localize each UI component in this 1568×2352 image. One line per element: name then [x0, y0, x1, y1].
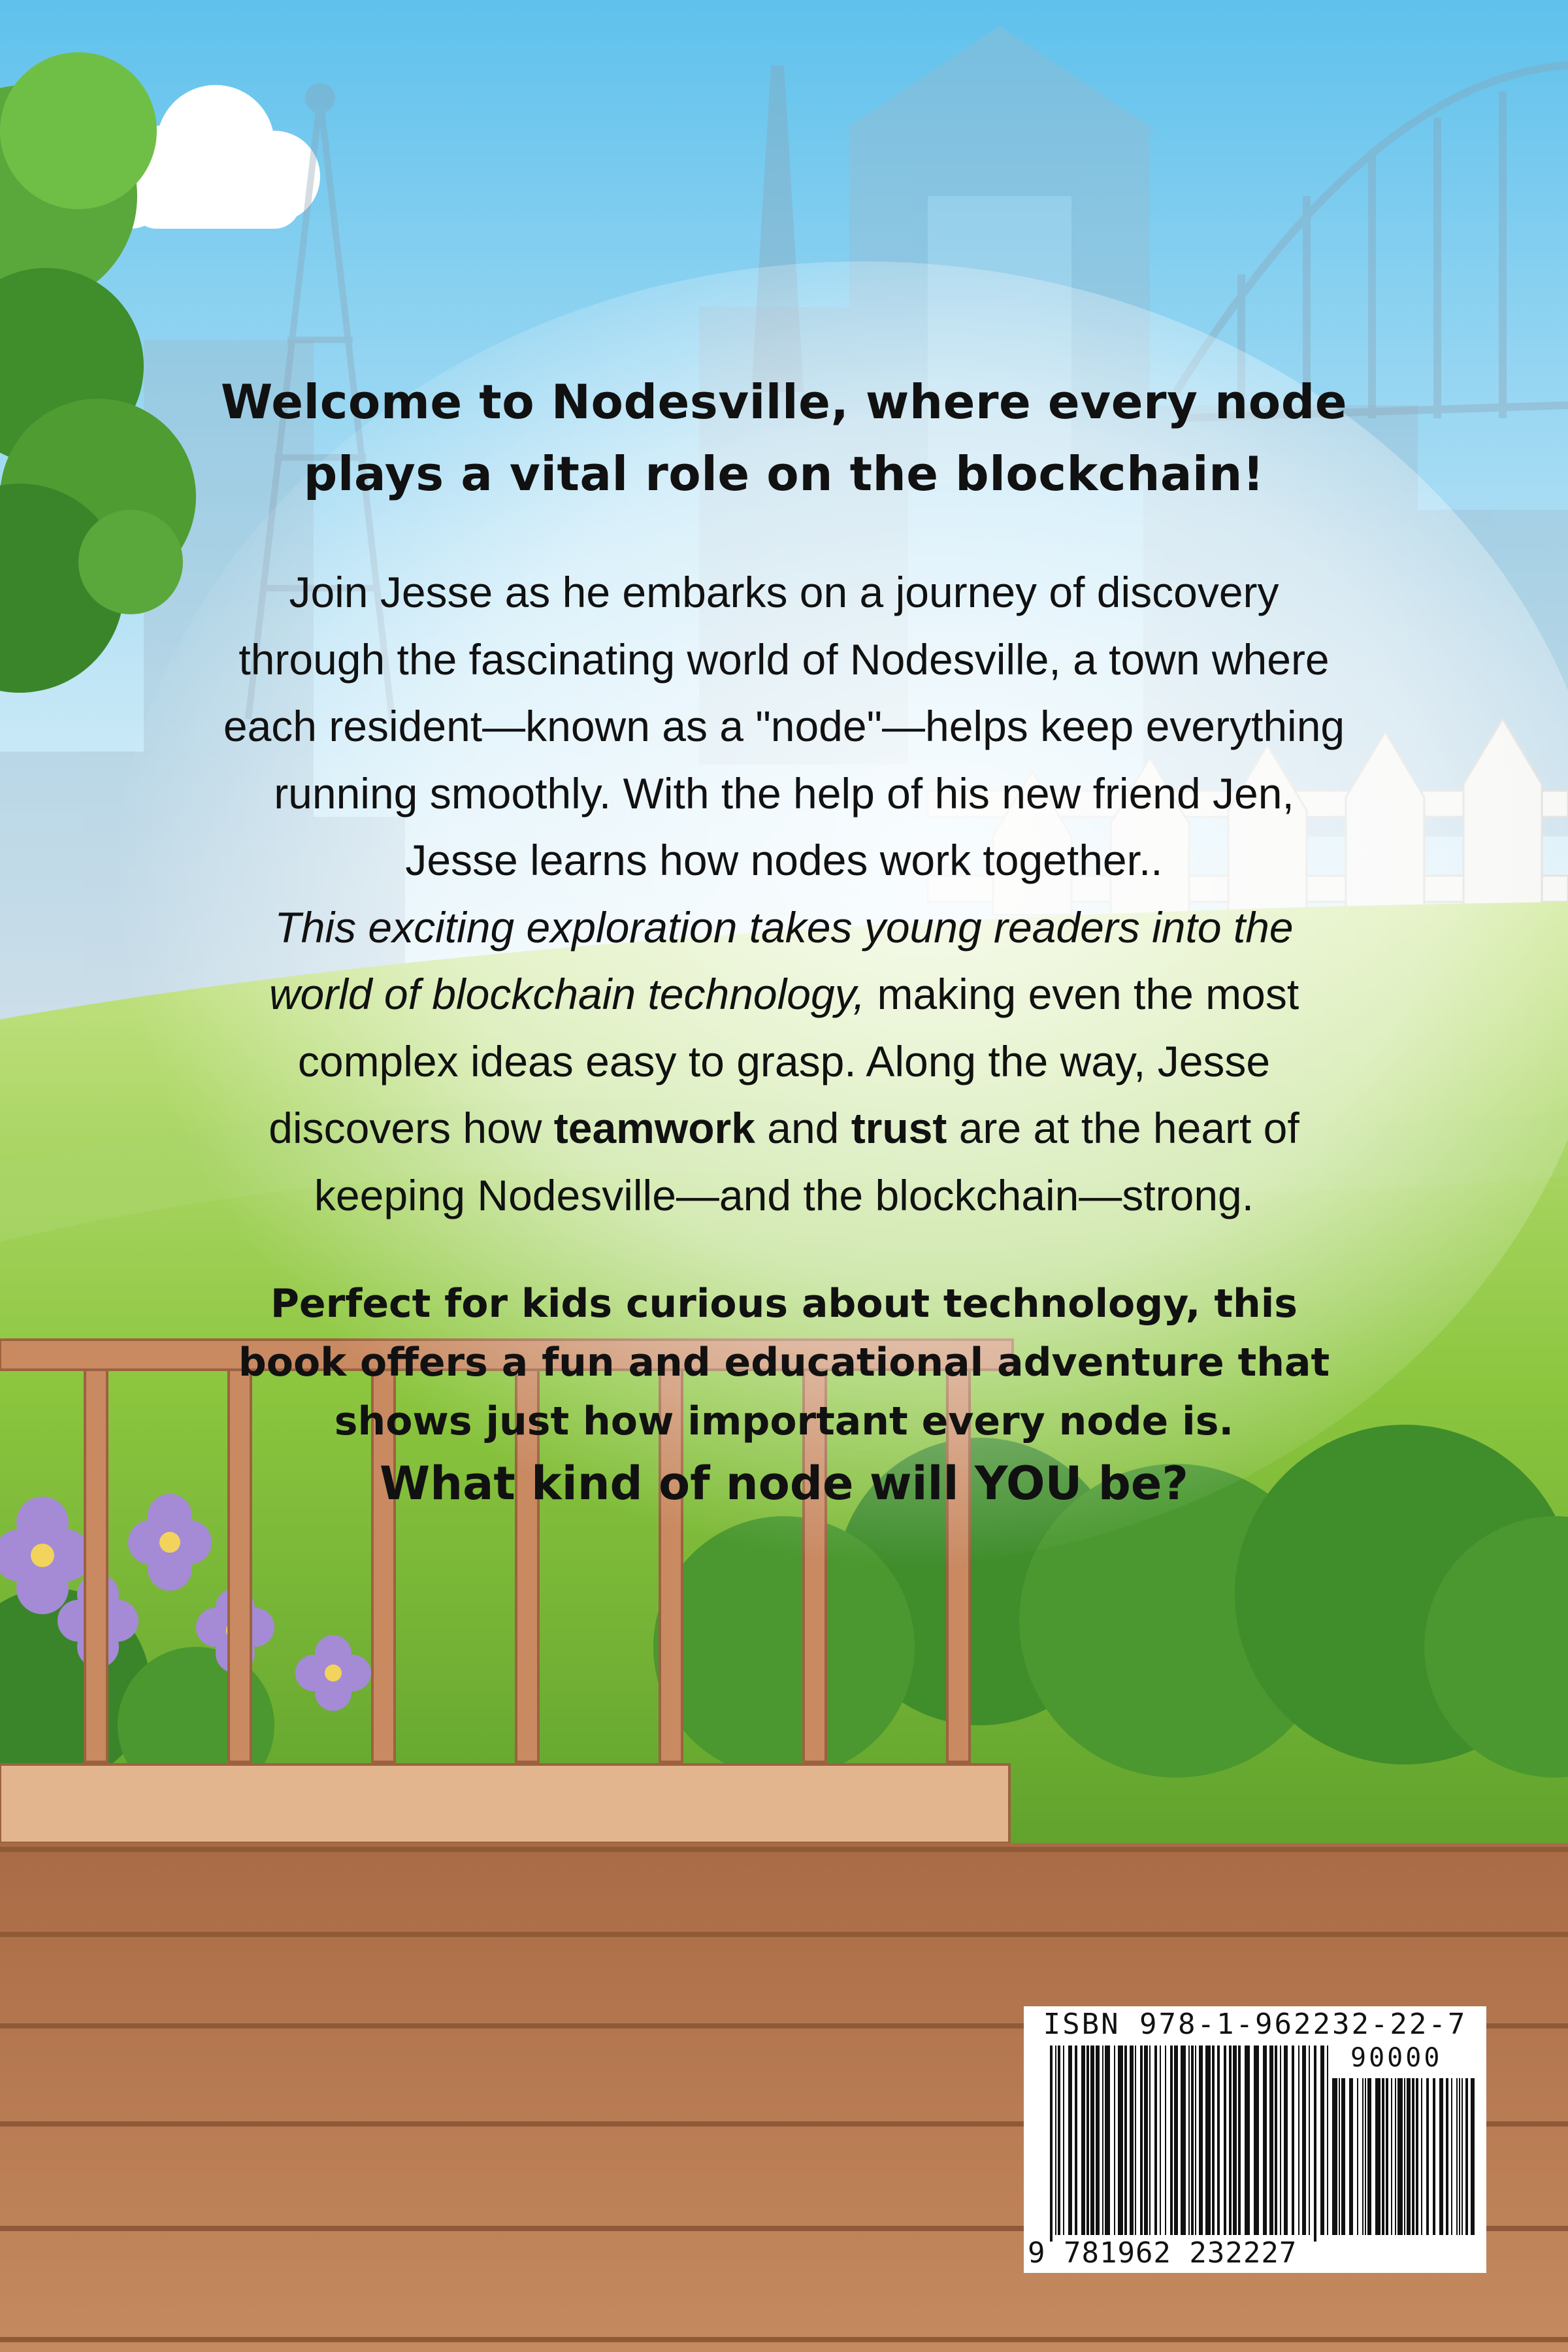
blurb-text: and: [755, 1104, 851, 1152]
barcode-bar: [1160, 2046, 1161, 2235]
barcode-bar: [1471, 2078, 1475, 2235]
barcode-bar: [1217, 2046, 1220, 2235]
barcode-bar: [1302, 2046, 1306, 2235]
barcode-bar: [1395, 2078, 1396, 2235]
blurb-line: [0, 961, 1568, 1028]
barcode-bar: [1191, 2046, 1194, 2235]
tagline: [0, 366, 1568, 510]
barcode-bar: [1102, 2046, 1103, 2235]
barcode-bar: [1365, 2078, 1366, 2235]
barcode-bar: [1195, 2046, 1196, 2235]
blurb-text: are at the heart of: [947, 1104, 1299, 1152]
barcode-bar: [1320, 2046, 1324, 2235]
barcode-bar: [1433, 2078, 1435, 2235]
barcode-bar: [1332, 2078, 1337, 2235]
barcode-bar: [1224, 2046, 1226, 2235]
closing-line: Perfect for kids curious about technology, this: [270, 1281, 1298, 1327]
barcode-bar: [1149, 2046, 1151, 2235]
barcode-bar: [1229, 2046, 1232, 2235]
barcode-bar: [1284, 2046, 1288, 2235]
barcode-bar: [1349, 2078, 1353, 2235]
ean-digits: 9 781962 232227: [1028, 2236, 1298, 2270]
barcode-bar: [1362, 2078, 1364, 2235]
blurb-line: Join Jesse as he embarks on a journey of discovery: [289, 568, 1279, 616]
barcode-bar: [1407, 2078, 1411, 2235]
barcode-bar: [1456, 2078, 1458, 2235]
closing-line: shows just how important every node is.: [334, 1399, 1234, 1444]
barcode-bar: [1465, 2078, 1468, 2235]
barcode-bar: [1212, 2046, 1215, 2235]
barcode-bar: [1238, 2046, 1241, 2235]
closing-line: book offers a fun and educational adventure that: [238, 1340, 1330, 1385]
barcode-bar: [1154, 2046, 1157, 2235]
barcode-bar: [1188, 2046, 1190, 2235]
barcode-bar: [1233, 2046, 1237, 2235]
barcode-bar: [1205, 2046, 1211, 2235]
barcode-bar: [1170, 2046, 1173, 2235]
barcode-bar: [1245, 2046, 1250, 2235]
barcode-bar: [1254, 2046, 1259, 2235]
barcode-bar: [1181, 2046, 1186, 2235]
barcode-bar: [1382, 2078, 1384, 2235]
blurb-bold-teamwork: teamwork: [553, 1104, 755, 1152]
blurb: [0, 559, 1568, 1229]
barcode-bar: [1058, 2046, 1060, 2235]
closing-paragraph: [0, 1274, 1568, 1516]
barcode-bar: [1114, 2046, 1115, 2235]
barcode-bar: [1269, 2046, 1273, 2235]
blurb-italic: This exciting exploration takes young readers into the: [274, 903, 1294, 952]
barcode-bar: [1375, 2078, 1380, 2235]
barcode-bar: [1068, 2046, 1072, 2235]
barcode-bar: [1165, 2046, 1166, 2235]
barcode-bar: [1426, 2078, 1429, 2235]
barcode-bar: [1404, 2078, 1405, 2235]
barcode-bar: [1055, 2046, 1056, 2235]
blurb-italic: world of blockchain technology,: [269, 970, 866, 1018]
blurb-line: [0, 894, 1568, 961]
barcode-bar: [1421, 2078, 1422, 2235]
barcode-bar: [1357, 2078, 1358, 2235]
barcode-bar: [1397, 2078, 1403, 2235]
tagline-line: plays a vital role on the blockchain!: [303, 446, 1265, 501]
barcode-bar: [1081, 2046, 1085, 2235]
blurb-line: keeping Nodesville—and the blockchain—strong.: [314, 1170, 1254, 1219]
barcode-bar: [1199, 2046, 1203, 2235]
blurb-line: through the fascinating world of Nodesville, a town where: [238, 635, 1330, 684]
blurb-text: making even the most: [865, 970, 1299, 1018]
barcode-bar: [1075, 2046, 1077, 2235]
price-code: 90000: [1350, 2043, 1443, 2073]
barcode-bar: [1135, 2046, 1136, 2235]
barcode-bar: [1096, 2046, 1100, 2235]
barcode-bar: [1327, 2046, 1328, 2235]
barcode-bar: [1105, 2046, 1110, 2235]
barcode-bar: [1298, 2046, 1299, 2235]
barcode-bar: [1174, 2046, 1178, 2235]
barcode-bar: [1118, 2046, 1123, 2235]
tagline-line: Welcome to Nodesville, where every node: [220, 374, 1348, 429]
barcode-bar: [1439, 2078, 1443, 2235]
barcode-bar: [1341, 2078, 1345, 2235]
blurb-bold-trust: trust: [851, 1104, 947, 1152]
barcode-bar: [1275, 2046, 1277, 2235]
blurb-line: complex ideas easy to grasp. Along the way, Jesse: [297, 1036, 1271, 1085]
blurb-line: running smoothly. With the help of his new friend Jen,: [274, 769, 1294, 818]
barcode-bar: [1367, 2078, 1371, 2235]
blurb-text: discovers how: [269, 1104, 554, 1152]
barcode-bar: [1309, 2046, 1310, 2235]
isbn-barcode: [1024, 2006, 1486, 2273]
isbn-label: ISBN 978-1-962232-22-7: [1043, 2008, 1467, 2041]
barcode-bar: [1446, 2078, 1448, 2235]
barcode-bar: [1086, 2046, 1089, 2235]
barcode-bar: [1130, 2046, 1134, 2235]
barcode-bar: [1451, 2078, 1452, 2235]
barcode-bar: [1314, 2046, 1316, 2242]
blurb-line: each resident—known as a "node"—helps keep everything: [223, 702, 1345, 750]
barcode-bar: [1391, 2078, 1392, 2235]
barcode-bar: [1124, 2046, 1127, 2235]
barcode-bar: [1386, 2078, 1388, 2235]
closing-question: What kind of node will YOU be?: [380, 1457, 1188, 1510]
barcode-bar: [1144, 2046, 1148, 2235]
barcode-bar: [1090, 2046, 1094, 2235]
blurb-line: Jesse learns how nodes work together..: [405, 836, 1163, 884]
barcode-bar: [1412, 2078, 1414, 2235]
barcode-bar: [1280, 2046, 1281, 2235]
barcode-bar: [1459, 2078, 1460, 2235]
barcode-bar: [1063, 2046, 1064, 2235]
barcode-bar: [1416, 2078, 1418, 2235]
barcode-bar: [1263, 2046, 1267, 2235]
barcode-bar: [1462, 2078, 1463, 2235]
barcode-bar: [1050, 2046, 1053, 2242]
blurb-line: [0, 1095, 1568, 1162]
barcode-bar: [1292, 2046, 1294, 2235]
barcode-bar: [1140, 2046, 1143, 2235]
barcode-bar: [1339, 2078, 1340, 2235]
